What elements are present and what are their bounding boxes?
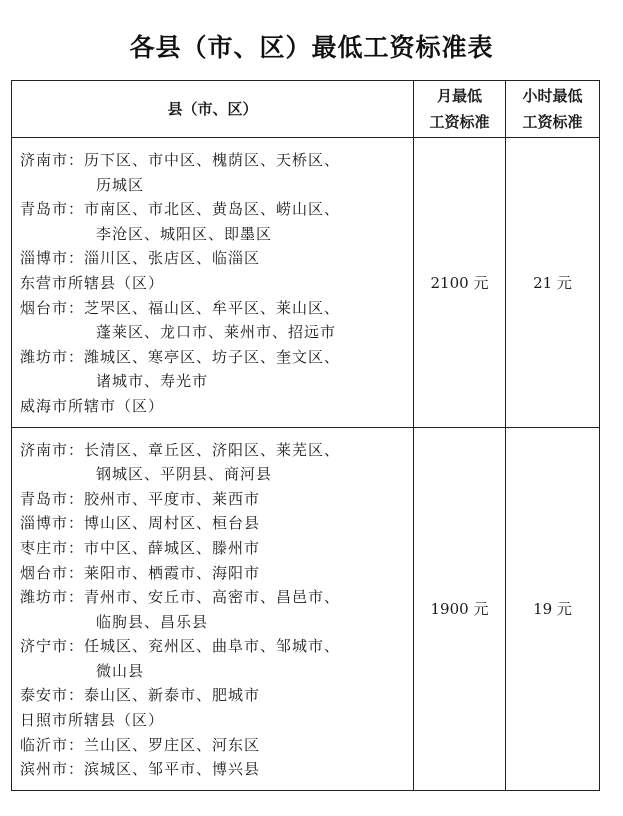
monthly-wage-tier2: 1900 元: [414, 427, 506, 790]
header-hourly-line1: 小时最低: [522, 87, 583, 105]
county-line: 潍坊市：青州市、安丘市、高密市、昌邑市、: [20, 588, 341, 607]
county-line: 青岛市：市南区、市北区、黄岛区、崂山区、: [20, 200, 341, 219]
county-line: 济南市：历下区、市中区、槐荫区、天桥区、: [20, 151, 341, 169]
header-hourly: [506, 81, 600, 138]
county-list-tier2: [12, 427, 414, 790]
county-line: 钢城区、平阴县、商河县: [96, 465, 273, 484]
table-header-row: [12, 81, 600, 138]
wage-table: [11, 80, 600, 791]
county-line: 诸城市、寿光市: [96, 372, 209, 391]
county-line: 淄博市：淄川区、张店区、临淄区: [20, 249, 261, 268]
table-row-tier2: [12, 427, 600, 790]
hourly-wage-tier2: 19 元: [506, 427, 600, 790]
table-row-tier1: [12, 138, 600, 428]
county-line: 临沂市：兰山区、罗庄区、河东区: [20, 735, 261, 754]
header-monthly-line1: 月最低: [436, 87, 482, 105]
county-line: 济宁市：任城区、兖州区、曲阜市、邹城市、: [20, 637, 341, 656]
county-line: 烟台市：芝罘区、福山区、牟平区、莱山区、: [20, 298, 341, 317]
county-line: 青岛市：胶州市、平度市、莱西市: [20, 489, 261, 508]
county-line: 枣庄市：市中区、薛城区、滕州市: [20, 538, 261, 557]
county-line: 临朐县、昌乐县: [96, 612, 209, 631]
county-line: 滨州市：滨城区、邹平市、博兴县: [20, 760, 261, 779]
header-monthly-line2: 工资标准: [429, 113, 490, 131]
hourly-wage-tier1: 21 元: [506, 138, 600, 428]
header-county: 县（市、区）: [12, 81, 414, 138]
county-line: 威海市所辖市（区）: [20, 396, 165, 415]
header-monthly: [414, 81, 506, 138]
monthly-wage-tier1: 2100 元: [414, 138, 506, 428]
county-line: 潍坊市：潍城区、寒亭区、坊子区、奎文区、: [20, 347, 341, 366]
county-line: 泰安市：泰山区、新泰市、肥城市: [20, 686, 261, 705]
county-line: 微山县: [96, 661, 145, 680]
county-line: 淄博市：博山区、周村区、桓台县: [20, 514, 261, 533]
county-line: 日照市所辖县（区）: [20, 711, 165, 730]
county-list-tier1: [12, 138, 414, 428]
header-hourly-line2: 工资标准: [522, 113, 583, 131]
county-line: 历城区: [96, 175, 145, 194]
county-line: 蓬莱区、龙口市、莱州市、招远市: [96, 323, 337, 342]
county-line: 烟台市：莱阳市、栖霞市、海阳市: [20, 563, 261, 582]
county-line: 李沧区、城阳区、即墨区: [96, 224, 273, 243]
county-line: 济南市：长清区、章丘区、济阳区、莱芜区、: [20, 440, 341, 459]
county-line: 东营市所辖县（区）: [20, 273, 165, 292]
page-title: 各县（市、区）最低工资标准表: [129, 33, 494, 62]
